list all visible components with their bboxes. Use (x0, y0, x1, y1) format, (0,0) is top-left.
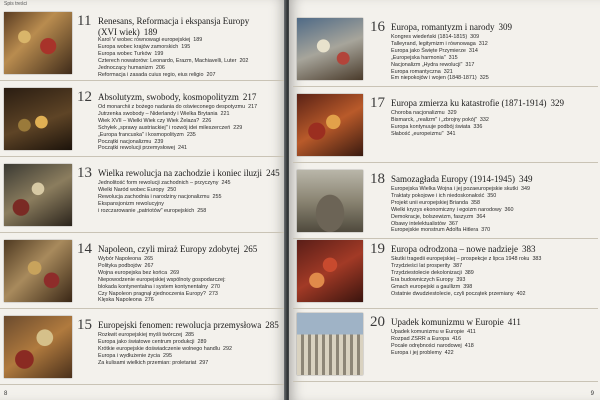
section-item (391, 329, 596, 336)
section-item (98, 187, 282, 194)
section-list (98, 180, 282, 215)
chapter-page-number: 383 (521, 244, 536, 254)
section-page-number: 360 (504, 206, 514, 213)
section-title: Gmach europejski a gaullizm (391, 283, 461, 290)
section-item (391, 227, 596, 234)
section-item (391, 75, 596, 82)
section-title: Europa jako Święte Przymierze (391, 47, 466, 54)
section-page-number: 199 (154, 50, 164, 57)
chapter-page-number: 265 (243, 244, 258, 254)
left-folio: 8 (4, 391, 8, 397)
chapter-illustration (297, 170, 363, 232)
section-item (391, 256, 596, 263)
section-item (391, 48, 596, 55)
chapter-number: 19 (370, 241, 385, 257)
section-item (391, 207, 596, 214)
section-page-number: 341 (446, 130, 456, 137)
section-title: Krótkie europejskie doświadczenie wolnego handlu (98, 345, 220, 352)
section-item (391, 200, 596, 207)
section-item (391, 277, 596, 284)
section-item (98, 139, 282, 146)
section-item (391, 41, 596, 48)
section-item (98, 208, 282, 215)
right-page (289, 0, 600, 400)
section-title: Traktaty pokojowe i ich niedoskonałość (391, 192, 485, 199)
section-page-number: 195 (181, 43, 191, 50)
section-list (98, 37, 282, 78)
section-title: Europa wobec krajów zamorskich (98, 43, 179, 50)
section-page-number: 255 (212, 193, 222, 200)
section-title: Europa romantyczna (391, 68, 441, 75)
section-title: Jednoczący humanizm (98, 64, 153, 71)
section-list (391, 329, 596, 357)
section-page-number: 321 (443, 68, 453, 75)
section-page-number: 241 (178, 145, 187, 152)
section-page-number: 292 (222, 345, 232, 352)
chapter-title-text: Upadek komunizmu w Europie (391, 317, 504, 327)
section-page-number: 315 (448, 54, 458, 61)
chapter-page-number: 245 (266, 168, 280, 178)
section-title: Karol V wobec równowagi europejskiej (98, 37, 191, 43)
chapter-illustration (4, 240, 72, 302)
section-item (98, 270, 282, 277)
section-item (391, 291, 596, 298)
section-page-number: 314 (468, 47, 478, 54)
section-page-number: 336 (473, 123, 483, 130)
section-title: blokada kontynentalna i system kontynentalny (98, 283, 208, 290)
chapter-title-text: Samozagłada Europy (1914-1945) (391, 174, 515, 184)
chapter-page-number: 411 (507, 317, 521, 327)
section-page-number: 367 (448, 220, 458, 227)
section-title: Rewolucja zachodnia i narodziny nacjonalizmu (98, 193, 210, 200)
section-item (98, 339, 282, 346)
section-title: Za kulisami wielkich przemian: proletariat (98, 359, 197, 366)
section-title: Pocałe odrębności narodowej (391, 342, 462, 349)
section-page-number: 245 (221, 180, 231, 186)
chapter-title-text: Europa zmierza ku katastrofie (1871-1914) (391, 98, 547, 108)
section-page-number: 229 (233, 124, 243, 131)
section-title: Od monarchii z bożego nadania do oświeconego despotyzmu (98, 104, 246, 110)
section-item (391, 350, 596, 357)
section-title: Wielki Naród wobec Europy (98, 186, 165, 193)
section-list (391, 34, 596, 82)
section-title: Demokracje, bolszewizm, faszyzm (391, 213, 474, 220)
chapter-title-text: Absolutyzm, swobody, kosmopolityzm (98, 92, 239, 102)
section-page-number: 325 (479, 75, 489, 82)
chapter-entry (293, 236, 598, 309)
chapter-number: 17 (370, 95, 385, 111)
section-title: Reformacja i zasada cuius regio, eius religio (98, 71, 204, 78)
section-page-number: 189 (193, 37, 203, 43)
section-page-number: 364 (476, 213, 486, 220)
section-page-number: 383 (532, 256, 542, 262)
section-page-number: 207 (206, 71, 216, 78)
chapter-title-text-line2: (XVI wiek) (98, 27, 140, 37)
section-page-number: 267 (144, 262, 154, 269)
section-item (391, 193, 596, 200)
chapter-number: 15 (77, 317, 92, 333)
section-item (98, 104, 282, 111)
section-page-number: 235 (186, 131, 196, 138)
section-page-number: 389 (464, 269, 474, 276)
section-item (391, 117, 596, 124)
section-page-number: 312 (478, 40, 488, 47)
section-title: Początki nacjonalizmu (98, 138, 152, 145)
section-page-number: 289 (197, 338, 207, 345)
chapter-illustration (297, 18, 363, 80)
section-title: Europa i jej problemy (391, 349, 442, 356)
section-item (98, 263, 282, 270)
section-page-number: 206 (155, 64, 165, 71)
chapter-entry (0, 312, 284, 385)
section-list (98, 256, 282, 304)
section-page-number: 329 (447, 110, 457, 116)
chapter-illustration (4, 164, 72, 226)
section-item (98, 51, 282, 58)
chapter-illustration (4, 12, 72, 74)
section-page-number: 398 (463, 283, 473, 290)
chapter-page-number: 349 (518, 174, 533, 184)
section-item (391, 124, 596, 131)
section-item (98, 65, 282, 72)
chapter-entry (0, 84, 284, 157)
chapter-entry (293, 90, 598, 163)
section-title: Jutrzenka swobody – Niderlandy i Wielka Brytania (98, 110, 218, 117)
chapter-illustration (4, 316, 72, 378)
section-item (391, 110, 596, 117)
section-page-number: 217 (248, 104, 258, 110)
section-title: „Europejska harmonia" (391, 54, 446, 61)
section-page-number: 285 (185, 332, 195, 338)
section-title: Rozkwit europejskiej myśli twórczej (98, 332, 183, 338)
section-item (98, 291, 282, 298)
section-page-number: 411 (467, 329, 476, 335)
left-page (0, 0, 286, 400)
section-page-number: 402 (516, 290, 526, 297)
section-page-number: 239 (154, 138, 164, 145)
section-page-number: 297 (199, 359, 209, 366)
section-page-number: 418 (464, 342, 474, 349)
chapter-page-number: 329 (550, 98, 564, 108)
section-title: Trzydzieści lat prosperity (391, 262, 451, 269)
chapter-page-number: 217 (242, 92, 257, 102)
section-item (391, 34, 596, 41)
section-item (98, 132, 282, 139)
section-item (391, 263, 596, 270)
section-title: Kongres wiedeński (1814-1815) (391, 34, 468, 40)
section-title: Em niepokojów i wojen (1848-1871) (391, 75, 477, 82)
section-page-number: 416 (452, 335, 462, 342)
section-item (98, 360, 282, 367)
section-page-number: 276 (144, 297, 154, 304)
section-item (391, 131, 596, 138)
chapter-title-text: Europa odrodzona – nowe nadzieje (391, 244, 518, 254)
chapter-title-text: Wielka rewolucja na zachodzie i koniec iluzji (98, 168, 263, 178)
section-page-number: 269 (170, 269, 180, 276)
chapter-title-text: Napoleon, czyli miraż Europy zdobytej (98, 244, 240, 254)
section-item (98, 284, 282, 291)
section-list (391, 256, 596, 297)
section-page-number: 270 (210, 283, 220, 290)
section-page-number: 226 (202, 117, 212, 124)
chapter-number: 11 (77, 13, 92, 29)
chapter-entry (293, 309, 598, 382)
section-title: Wybór Napoleona (98, 256, 142, 262)
section-page-number: 295 (163, 352, 173, 359)
chapter-illustration (4, 88, 72, 150)
chapter-page-number: 309 (498, 22, 512, 32)
section-title: Upadek komunizmu w Europie (391, 329, 465, 335)
right-folio: 9 (590, 391, 594, 397)
section-title: Europa kontynuuje podbój świata (391, 123, 471, 130)
section-title: Słabość „europeizmu" (391, 130, 444, 137)
section-item (391, 221, 596, 228)
section-title: Początki rewolucji przemysłowej (98, 145, 175, 152)
chapter-entry (293, 14, 598, 87)
chapter-title (98, 92, 282, 103)
section-item (98, 37, 282, 44)
chapter-entry (293, 166, 598, 239)
chapter-page-number: 285 (265, 320, 279, 330)
chapter-title (391, 22, 596, 33)
section-title: „Europa francuska" i kosmopolityzm (98, 131, 184, 138)
chapter-entry (0, 8, 284, 81)
chapter-number: 13 (77, 165, 92, 181)
section-list (391, 110, 596, 138)
section-item (391, 336, 596, 343)
section-item (98, 277, 282, 284)
section-item (98, 180, 282, 187)
section-item (98, 72, 282, 79)
section-title: Czterech nowatorów: Leonardo, Erazm, Machiavelli, Luter (98, 57, 237, 64)
section-item (98, 332, 282, 339)
section-page-number: 387 (453, 262, 463, 269)
section-list (98, 104, 282, 152)
section-page-number: 422 (444, 349, 454, 356)
chapter-title (391, 98, 596, 109)
section-title: Klęska Napoleona (98, 297, 142, 304)
section-page-number: 350 (487, 192, 497, 199)
chapter-title (391, 317, 596, 328)
section-title: Polityka podbojów (98, 262, 142, 269)
section-title: Ostatnie dwudziestolecie, czyli początek przemiany (391, 290, 514, 297)
section-title: Talleyrand, legitymizm i równowaga (391, 40, 476, 47)
section-item (391, 55, 596, 62)
section-title: Europejska Wielka Wojna i jej pozaeuropejskie skutki (391, 186, 518, 192)
chapter-title (98, 320, 282, 331)
section-title: Nacjonalizm „Hydra rewolucji" (391, 61, 463, 68)
section-title: Wiek XVII – Wielki Wiek czy Wiek Żelaza? (98, 117, 200, 124)
chapter-title (391, 244, 596, 255)
chapter-number: 18 (370, 171, 385, 187)
section-item (98, 145, 282, 152)
section-page-number: 393 (456, 276, 466, 283)
section-title: Era budowniczych Europy (391, 276, 454, 283)
section-item (391, 62, 596, 69)
section-title: Czy Napoleon pragnął zjednoczenia Europy? (98, 290, 206, 297)
section-item (98, 256, 282, 263)
section-item (98, 125, 282, 132)
chapter-title (98, 168, 282, 179)
chapter-page-number: 189 (143, 27, 158, 37)
chapter-title (98, 16, 282, 38)
chapter-title-text: Europejski fenomen: rewolucja przemysłowa (98, 320, 262, 330)
chapter-illustration (297, 94, 363, 156)
section-page-number: 250 (167, 186, 177, 193)
section-page-number: 265 (144, 256, 154, 262)
section-title: Skutki tragedii europejskiej – prospekcje z lipca 1948 roku (391, 256, 530, 262)
section-title: Europa i wydłużenie życia (98, 352, 161, 359)
chapter-entry (0, 236, 284, 309)
chapter-title-text: Europa, romantyzm i narody (391, 22, 495, 32)
section-page-number: 358 (471, 199, 481, 206)
section-item (391, 270, 596, 277)
section-page-number: 370 (481, 227, 491, 234)
section-title: Trzydziestolecie dekolonizacji (391, 269, 462, 276)
chapter-title-text: Renesans, Reformacja i ekspansja Europy (98, 16, 250, 26)
section-title: Europa jako światowe centrum produkcji (98, 338, 195, 345)
section-item (391, 284, 596, 291)
chapter-title (391, 174, 596, 185)
section-title: Wojna europejska bez końca (98, 269, 168, 276)
chapter-number: 20 (370, 314, 385, 330)
section-title: Schyłek „sprawy austriackiej" i rozwój idei mileszerczeń (98, 124, 231, 131)
section-item (98, 201, 282, 208)
section-title: Bismarck, „realizm" i „zbrojny pokój" (391, 116, 477, 123)
section-page-number: 317 (465, 61, 475, 68)
section-item (98, 44, 282, 51)
section-item (98, 194, 282, 201)
section-item (98, 346, 282, 353)
chapter-illustration (297, 240, 363, 302)
section-title: Rozpad ZSRR a Europa (391, 335, 450, 342)
section-title: Projekt unii europejskiej Brianda (391, 199, 469, 206)
section-item (98, 58, 282, 65)
section-item (98, 353, 282, 360)
section-page-number: 332 (479, 116, 489, 123)
section-title: Jednolitość form rewolucji zachodnich – przyczyny (98, 180, 219, 186)
chapter-illustration (297, 313, 363, 375)
chapter-number: 12 (77, 89, 92, 105)
section-item (391, 343, 596, 350)
section-title: Choroba nacjonalizmu (391, 110, 445, 116)
section-item (98, 118, 282, 125)
section-page-number: 309 (470, 34, 480, 40)
section-title: Europa wobec Turków (98, 50, 152, 57)
chapter-entry (0, 160, 284, 233)
section-item (391, 214, 596, 221)
section-list (98, 332, 282, 367)
running-head: Spis treści (4, 1, 28, 7)
section-title: Wielki kryzys ekonomiczny i egoizm narodowy (391, 206, 502, 213)
section-list (391, 186, 596, 234)
section-title: i rozczarowanie „patriotów" europejskich (98, 207, 195, 214)
section-title: Niepowodzenie europejskiej wspólnoty gospodarczej: (98, 276, 226, 283)
section-page-number: 349 (520, 186, 530, 192)
section-page-number: 221 (220, 110, 230, 117)
section-item (391, 69, 596, 76)
section-page-number: 202 (239, 57, 249, 64)
section-page-number: 273 (208, 290, 218, 297)
section-page-number: 258 (197, 207, 207, 214)
section-item (391, 186, 596, 193)
chapter-title (98, 244, 282, 255)
section-item (98, 111, 282, 118)
chapter-number: 16 (370, 19, 385, 35)
chapter-number: 14 (77, 241, 92, 257)
section-title: Europejskie monstrum Adolfa Hitlera (391, 227, 479, 234)
section-title: Ekspansjonizm rewolucyjny (98, 200, 164, 207)
section-item (98, 297, 282, 304)
section-title: Obawy intelektualistów (391, 220, 446, 227)
